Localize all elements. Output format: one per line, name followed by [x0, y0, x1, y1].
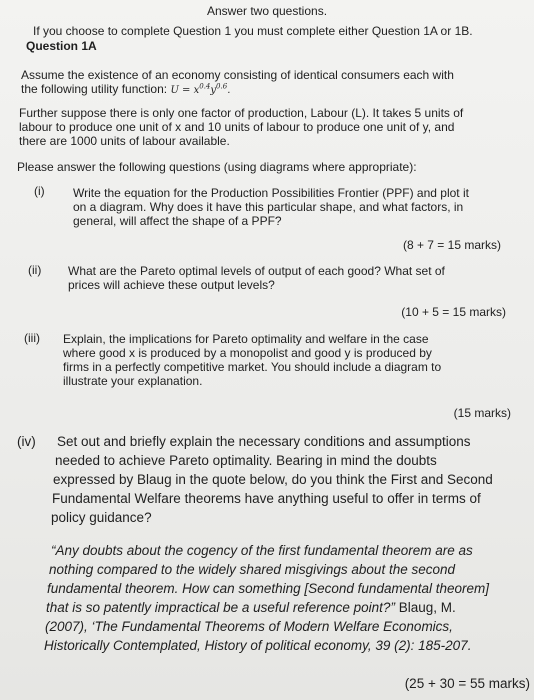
part-iv-line-3: expressed by Blaug in the quote below, do you think the First and Second	[53, 472, 493, 487]
question-heading: Question 1A	[26, 39, 97, 53]
part-iii-line-4: illustrate your explanation.	[63, 374, 203, 388]
part-iv-line-1: Set out and briefly explain the necessary conditions and assumptions	[57, 434, 471, 449]
further-line-1: Further suppose there is only one factor of production, Labour (L). It takes 5 units of	[19, 106, 464, 120]
part-iv-line-4: Fundamental Welfare theorems have anything useful to offer in terms of	[52, 491, 481, 506]
part-i-marks: (8 + 7 = 15 marks)	[402, 238, 501, 252]
page-title: Answer two questions.	[206, 4, 328, 18]
blaug-quote-line-3: fundamental theorem. How can something [Second fundamental theorem]	[47, 581, 490, 596]
part-number: (iv)	[17, 434, 36, 449]
part-i-line-2: on a diagram. Why does it have this particular shape, and what factors, in	[73, 200, 464, 214]
part-number: (i)	[34, 184, 45, 198]
part-iv-line-5: policy guidance?	[51, 510, 152, 525]
part-iii-marks: (15 marks)	[453, 406, 511, 420]
part-ii-marks: (10 + 5 = 15 marks)	[401, 305, 506, 319]
further-line-2: labour to produce one unit of x and 10 units of labour to produce one unit of y, and	[19, 120, 455, 134]
utility-function: $U = x^{0.4}y^{0.6}$.	[170, 82, 231, 96]
part-iv-marks: (25 + 30 = 55 marks)	[404, 676, 530, 691]
part-number: (iii)	[24, 331, 40, 345]
intro-line-2: the following utility function: $U = x^{0.4}y^{0.6}$.	[21, 82, 231, 96]
blaug-quote-line-1: “Any doubts about the cogency of the first fundamental theorem are as	[51, 543, 473, 558]
citation-line-2: Historically Contemplated, History of political economy, 39 (2): 185-207.	[44, 638, 472, 653]
intro-line-1: Assume the existence of an economy consisting of identical consumers each with	[21, 68, 454, 82]
please-answer-text: Please answer the following questions (using diagrams where appropriate):	[17, 160, 417, 174]
blaug-quote-line-4: that is so patently impractical be a useful reference point?” Blaug, M.	[46, 600, 456, 615]
instruction-text: If you choose to complete Question 1 you must complete either Question 1A or 1B.	[33, 24, 473, 38]
part-iv-line-2: needed to achieve Pareto optimality. Bearing in mind the doubts	[55, 453, 437, 468]
part-ii-line-2: prices will achieve these output levels?	[68, 278, 275, 292]
part-i-line-3: general, will affect the shape of a PPF?	[73, 214, 282, 228]
blaug-quote-line-2: nothing compared to the widely shared misgivings about the second	[49, 562, 455, 577]
part-iii-line-3: firms in a perfectly competitive market. You should include a diagram to	[63, 360, 442, 374]
citation-line-1: (2007), ‘The Fundamental Theorems of Modern Welfare Economics,	[45, 619, 453, 634]
part-number: (ii)	[28, 263, 42, 277]
part-iii-line-2: where good x is produced by a monopolist and good y is produced by	[63, 346, 432, 360]
further-line-3: there are 1000 units of labour available.	[19, 134, 230, 148]
part-ii-line-1: What are the Pareto optimal levels of output of each good? What set of	[68, 264, 445, 278]
part-i-line-1: Write the equation for the Production Possibilities Frontier (PPF) and plot it	[73, 186, 469, 200]
part-iii-line-1: Explain, the implications for Pareto optimality and welfare in the case	[63, 332, 429, 346]
